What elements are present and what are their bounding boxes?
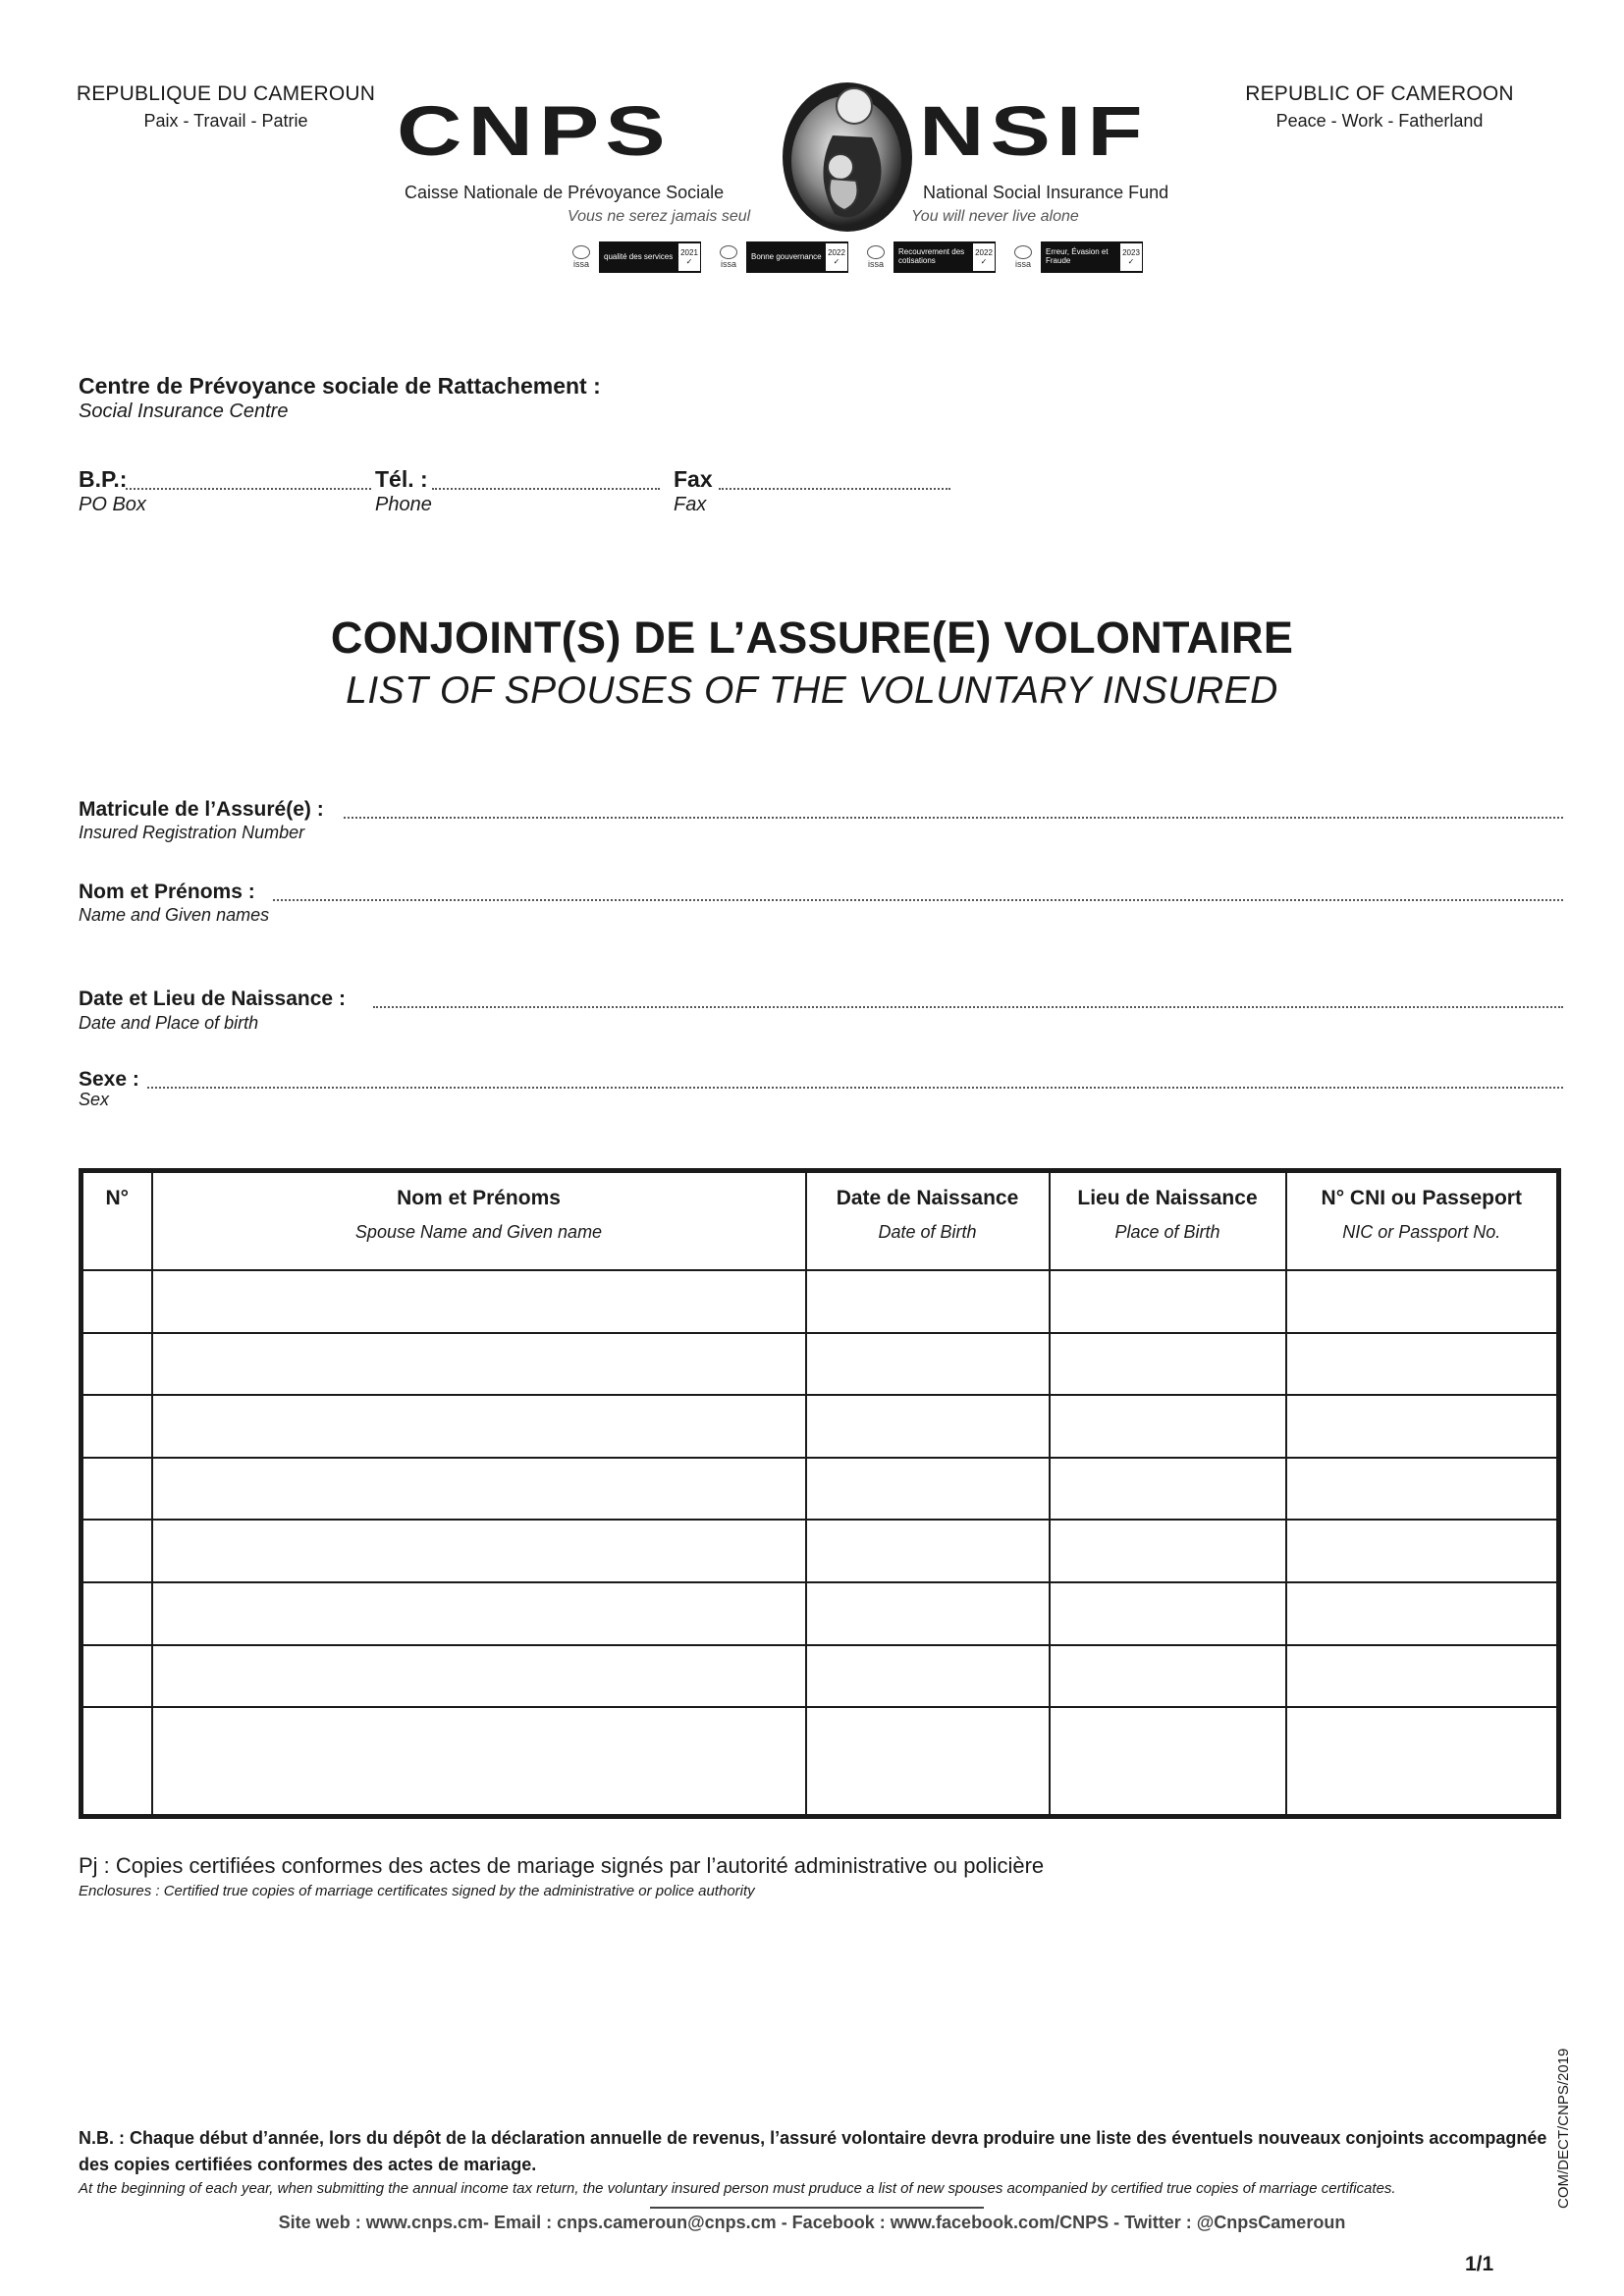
table-cell[interactable] [806, 1458, 1050, 1521]
table-row [81, 1270, 1559, 1333]
motto-fr: Paix - Travail - Patrie [143, 111, 308, 131]
issa-badge [715, 241, 848, 273]
issa-badges [568, 241, 1143, 273]
table-cell[interactable] [152, 1458, 806, 1521]
fax-field[interactable] [719, 488, 950, 490]
footer-contacts: Site web : www.cnps.cm- Email : cnps.cameroun@cnps.cm - Facebook : www.facebook.com/CNPS - Twitter : @CnpsCameroun [278, 2213, 1346, 2232]
fax-label-en: Fax [674, 494, 707, 515]
badge-check-icon: 2022 ✓ [826, 243, 847, 271]
table-cell[interactable] [81, 1270, 152, 1333]
table-cell[interactable] [806, 1582, 1050, 1645]
phone-label: Tél. : [375, 466, 428, 492]
matricule-field[interactable] [344, 817, 1563, 819]
issa-globe-icon: issa [715, 245, 742, 269]
issa-globe-icon: issa [568, 245, 595, 269]
col-place-of-birth: Lieu de Naissance Place of Birth [1050, 1171, 1286, 1271]
table-cell[interactable] [806, 1333, 1050, 1396]
col-spouse-name: Nom et Prénoms Spouse Name and Given name [152, 1171, 806, 1271]
page-number: 1/1 [1465, 2253, 1494, 2275]
header-left [69, 82, 383, 132]
table-cell[interactable] [1286, 1707, 1559, 1816]
country-name-en: REPUBLIC OF CAMEROON [1245, 82, 1514, 105]
centre-label-en: Social Insurance Centre [79, 400, 289, 422]
table-row [81, 1520, 1559, 1582]
col-date-of-birth: Date de Naissance Date of Birth [806, 1171, 1050, 1271]
logo-tagline-en: You will never live alone [911, 208, 1079, 225]
badge-check-icon: 2023 ✓ [1120, 243, 1142, 271]
table-cell[interactable] [81, 1333, 152, 1396]
table-row [81, 1333, 1559, 1396]
table-cell[interactable] [81, 1395, 152, 1458]
table-cell[interactable] [806, 1270, 1050, 1333]
table-cell[interactable] [81, 1645, 152, 1708]
note-en: At the beginning of each year, when submitting the annual income tax return, the voluntary insured person must pruduce a list of new spouses acompanied by certified true copies of marriage certificates. [79, 2180, 1396, 2197]
badge-check-icon: 2022 ✓ [973, 243, 995, 271]
motto-en: Peace - Work - Fatherland [1275, 111, 1484, 131]
table-cell[interactable] [1050, 1458, 1286, 1521]
badge-check-icon: 2021 ✓ [678, 243, 700, 271]
birth-label-en: Date and Place of birth [79, 1013, 259, 1033]
sex-label: Sexe : [79, 1068, 139, 1091]
table-row [81, 1707, 1559, 1816]
issa-globe-icon: issa [862, 245, 890, 269]
table-cell[interactable] [1286, 1333, 1559, 1396]
centre-label-fr: Centre de Prévoyance sociale de Rattachement : [79, 373, 601, 399]
table-row [81, 1458, 1559, 1521]
table-cell[interactable] [152, 1645, 806, 1708]
table-cell[interactable] [152, 1520, 806, 1582]
table-cell[interactable] [152, 1707, 806, 1816]
birth-label: Date et Lieu de Naissance : [79, 988, 346, 1010]
name-label-en: Name and Given names [79, 905, 270, 925]
badge-text: Erreur, Évasion et Fraude [1046, 247, 1109, 265]
table-cell[interactable] [152, 1333, 806, 1396]
phone-field[interactable] [432, 488, 660, 490]
matricule-label: Matricule de l’Assuré(e) : [79, 798, 324, 821]
country-name-fr: REPUBLIQUE DU CAMEROUN [76, 82, 376, 105]
table-cell[interactable] [1286, 1520, 1559, 1582]
issa-globe-icon: issa [1009, 245, 1037, 269]
table-cell[interactable] [1286, 1582, 1559, 1645]
table-cell[interactable] [1050, 1270, 1286, 1333]
logo-name-en: National Social Insurance Fund [923, 183, 1169, 202]
col-number: N° [81, 1171, 152, 1271]
badge-text: qualité des services [604, 251, 674, 261]
table-row [81, 1582, 1559, 1645]
table-cell[interactable] [1286, 1395, 1559, 1458]
table-cell[interactable] [1050, 1707, 1286, 1816]
family-emblem-icon [774, 77, 921, 234]
table-cell[interactable] [81, 1707, 152, 1816]
issa-badge [1009, 241, 1143, 273]
table-cell[interactable] [152, 1582, 806, 1645]
footer-divider [650, 2207, 984, 2209]
table-cell[interactable] [1286, 1270, 1559, 1333]
phone-label-en: Phone [375, 494, 432, 515]
col-id-number: N° CNI ou Passeport NIC or Passport No. [1286, 1171, 1559, 1271]
table-cell[interactable] [1050, 1333, 1286, 1396]
sex-label-en: Sex [79, 1090, 110, 1109]
po-box-field[interactable] [126, 488, 371, 490]
logo-word-cnps: CNPS [397, 92, 672, 171]
logo-word-nsif: NSIF [919, 92, 1149, 171]
fax-label: Fax [674, 466, 713, 492]
document-reference: COM/DECT/CNPS/2019 [1555, 2048, 1572, 2209]
note-fr: N.B. : Chaque début d’année, lors du dépôt de la déclaration annuelle de revenus, l’assuré volontaire devra produire une liste des éventuels nouveaux conjoints accompagnée des copies certifiées conformes des actes de mariage. [79, 2128, 1547, 2174]
table-cell[interactable] [806, 1645, 1050, 1708]
table-cell[interactable] [1050, 1645, 1286, 1708]
table-cell[interactable] [1050, 1395, 1286, 1458]
form-subtitle: LIST OF SPOUSES OF THE VOLUNTARY INSURED [346, 669, 1278, 712]
table-row [81, 1645, 1559, 1708]
spouses-table [79, 1168, 1561, 1819]
cnps-nsif-logo [393, 77, 1198, 273]
name-field[interactable] [273, 899, 1563, 901]
table-cell[interactable] [806, 1707, 1050, 1816]
badge-text: Bonne gouvernance [751, 251, 822, 261]
enclosures-fr: Pj : Copies certifiées conformes des actes de mariage signés par l’autorité administrative ou policière [79, 1853, 1045, 1878]
po-box-label: B.P.: [79, 466, 128, 492]
birth-field[interactable] [373, 1006, 1563, 1008]
table-cell[interactable] [81, 1520, 152, 1582]
po-box-label-en: PO Box [79, 494, 146, 515]
table-cell[interactable] [806, 1395, 1050, 1458]
table-cell[interactable] [152, 1270, 806, 1333]
issa-badge [862, 241, 996, 273]
logo-tagline-fr: Vous ne serez jamais seul [568, 208, 751, 225]
table-cell[interactable] [1050, 1520, 1286, 1582]
table-cell[interactable] [1286, 1458, 1559, 1521]
badge-text: Recouvrement des cotisations [898, 247, 965, 265]
logo-name-fr: Caisse Nationale de Prévoyance Sociale [405, 183, 725, 202]
table-cell[interactable] [81, 1582, 152, 1645]
matricule-label-en: Insured Registration Number [79, 823, 305, 842]
table-header-row [81, 1171, 1559, 1271]
table-row [81, 1395, 1559, 1458]
enclosures-en: Enclosures : Certified true copies of marriage certificates signed by the administrative or police authority [79, 1883, 755, 1899]
table-cell[interactable] [1286, 1645, 1559, 1708]
header-right [1218, 82, 1542, 132]
table-cell[interactable] [81, 1458, 152, 1521]
form-title: CONJOINT(S) DE L’ASSURE(E) VOLONTAIRE [330, 613, 1294, 663]
name-label: Nom et Prénoms : [79, 881, 255, 903]
table-cell[interactable] [152, 1395, 806, 1458]
issa-badge [568, 241, 701, 273]
table-cell[interactable] [806, 1520, 1050, 1582]
sex-field[interactable] [147, 1087, 1563, 1089]
table-cell[interactable] [1050, 1582, 1286, 1645]
